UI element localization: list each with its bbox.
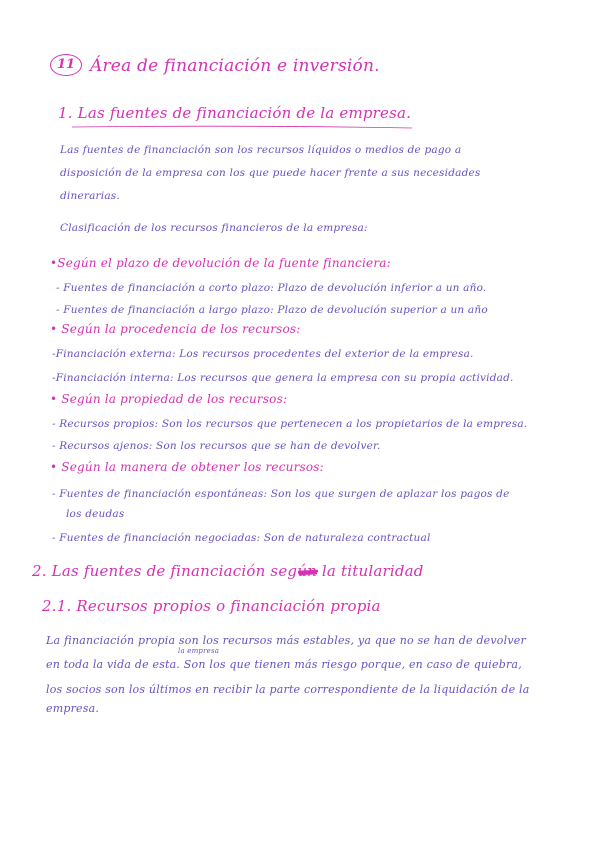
para2-line-1: La financiación propia son los recursos más estables, ya que no se han de devolver xyxy=(46,634,526,647)
section2-heading: 2. Las fuentes de financiación según la titularidad xyxy=(32,562,424,580)
group4-item-2: - Fuentes de financiación negociadas: Son de naturaleza contractual xyxy=(52,532,431,544)
group2-item-1: -Financiación externa: Los recursos procedentes del exterior de la empresa. xyxy=(52,348,474,360)
para2-line-3: los socios son los últimos en recibir la parte correspondiente de la liquidación de la xyxy=(46,683,530,696)
group1-item-2: - Fuentes de financiación a largo plazo: Plazo de devolución superior a un año xyxy=(56,304,488,316)
group3-heading: • Según la propiedad de los recursos: xyxy=(50,392,288,406)
group3-item-1: - Recursos propios: Son los recursos que pertenecen a los propietarios de la empresa. xyxy=(52,418,528,430)
group3-item-2: - Recursos ajenos: Son los recursos que se han de devolver. xyxy=(52,440,381,452)
crossed-out-word xyxy=(297,566,319,578)
section1-heading: 1. Las fuentes de financiación de la empresa. xyxy=(58,104,412,122)
para2-line-2: en toda la vida de esta. Son los que tienen más riesgo porque, en caso de quiebra, xyxy=(46,658,522,671)
title-number: 11 xyxy=(57,57,76,72)
para2-insert: la empresa xyxy=(178,647,220,655)
group4-item-1: - Fuentes de financiación espontáneas: Son los que surgen de aplazar los pagos de xyxy=(52,488,510,500)
group2-item-2: -Financiación interna: Los recursos que genera la empresa con su propia actividad. xyxy=(52,372,514,384)
section1-underline xyxy=(72,124,412,130)
group1-heading: •Según el plazo de devolución de la fuente financiera: xyxy=(50,256,391,270)
intro-line-1: Las fuentes de financiación son los recursos líquidos o medios de pago a xyxy=(60,144,462,156)
intro-line-2: disposición de la empresa con los que puede hacer frente a sus necesidades xyxy=(60,167,481,179)
intro-line-3: dinerarias. xyxy=(60,190,120,202)
classification-heading: Clasificación de los recursos financieros de la empresa: xyxy=(60,222,368,234)
para2-line-4: empresa. xyxy=(46,702,100,715)
title-number-circle xyxy=(50,54,82,76)
group1-item-1: - Fuentes de financiación a corto plazo: Plazo de devolución inferior a un año. xyxy=(56,282,487,294)
page-title: Área de financiación e inversión. xyxy=(90,56,380,76)
group4-item-1-continued: los deudas xyxy=(66,508,125,520)
group2-heading: • Según la procedencia de los recursos: xyxy=(50,322,301,336)
group4-heading: • Según la manera de obtener los recursos: xyxy=(50,460,324,474)
subsection-heading: 2.1. Recursos propios o financiación propia xyxy=(42,597,381,615)
